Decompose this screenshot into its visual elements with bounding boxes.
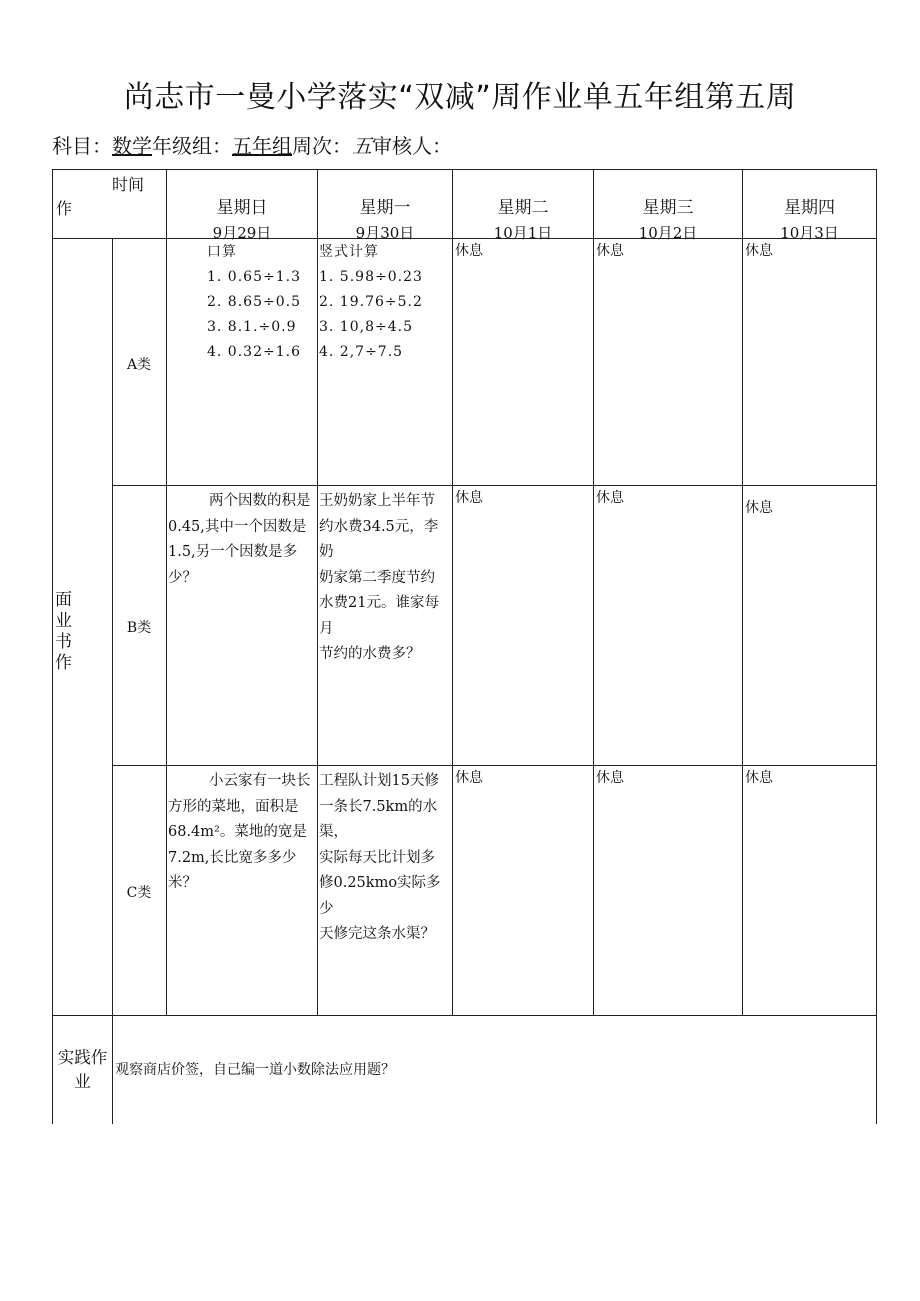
corner-work-label: 作 [56, 199, 73, 218]
list-item: 1. 5.98÷0.23 [319, 269, 423, 285]
reviewer-label: 审核人： [372, 134, 452, 158]
b-wednesday-rest: 休息 [596, 490, 624, 506]
day-date: 10月1日 [493, 224, 553, 242]
list-item: 2. 19.76÷5.2 [319, 294, 423, 310]
b-sunday-problem: 两个因数的积是 0.45,其中一个因数是 1.5,另一个因数是多 少？ [168, 493, 311, 586]
day-header-tuesday [453, 193, 593, 243]
day-header-wednesday [594, 193, 742, 243]
b-thursday-rest: 休息 [745, 500, 773, 516]
c-sunday-problem: 小云家有一块长 方形的菜地，面积是 68.4m²。菜地的宽是 7.2m,长比宽多多少 米？ [168, 773, 311, 891]
day-date: 10月3日 [780, 224, 839, 242]
written-homework-label: 面 业 书 作 [55, 590, 72, 673]
a-wednesday-rest: 休息 [596, 243, 624, 259]
category-b-label: B类 [126, 620, 152, 636]
list-item: 4. 2,7÷7.5 [319, 344, 404, 360]
practice-content: 观察商店价签，自己编一道小数除法应用题？ [115, 1062, 395, 1078]
list-item: 3. 8.1.÷0.9 [207, 319, 297, 335]
day-name: 星期一 [359, 198, 411, 218]
b-tuesday-rest: 休息 [455, 490, 483, 506]
a-thursday-rest: 休息 [745, 243, 773, 259]
list-heading: 竖式计算 [319, 244, 379, 260]
day-date: 9月29日 [212, 224, 272, 242]
page-title: 尚志市一曼小学落实“双减”周作业单五年组第五周 [123, 80, 797, 115]
a-sunday-oral-calc [207, 240, 301, 365]
c-tuesday-rest: 休息 [455, 770, 483, 786]
day-header-sunday [167, 193, 317, 243]
corner-time-label: 时间 [112, 175, 145, 194]
subject-value: 数学 [112, 134, 152, 158]
day-name: 星期四 [784, 198, 835, 218]
c-wednesday-rest: 休息 [596, 770, 624, 786]
c-monday-problem: 工程队计划15天修 一条长7.5km的水渠， 实际每天比计划多 修0.25kmo实际多少 天修完这条水渠？ [319, 773, 441, 942]
grade-value: 五年组 [232, 134, 292, 158]
category-a-label: A类 [126, 357, 152, 373]
week-label: 周次： [292, 134, 352, 158]
list-heading: 口算 [207, 244, 237, 260]
day-name: 星期三 [642, 198, 694, 218]
list-item: 4. 0.32÷1.6 [207, 344, 301, 360]
list-item: 2. 8.65÷0.5 [207, 294, 301, 310]
day-name: 星期二 [497, 198, 549, 218]
subject-label: 科目： [52, 134, 112, 158]
list-item: 3. 10,8÷4.5 [319, 319, 413, 335]
meta-line [52, 130, 452, 159]
grade-label: 年级组： [152, 134, 232, 158]
day-date: 9月30日 [355, 224, 415, 242]
a-monday-vertical-calc [319, 240, 423, 365]
day-date: 10月2日 [638, 224, 698, 242]
day-name: 星期日 [216, 198, 268, 218]
list-item: 1. 0.65÷1.3 [207, 269, 301, 285]
day-header-monday [318, 193, 452, 243]
week-value: 五 [352, 134, 372, 158]
b-monday-problem: 王奶奶家上半年节 约水费34.5元，李奶 奶家第二季度节约 水费21元。谁家每月 节约的水费多？ [319, 493, 439, 662]
practice-homework-label: 实践作 业 [57, 1048, 108, 1091]
day-header-thursday [743, 193, 876, 243]
c-thursday-rest: 休息 [745, 770, 773, 786]
category-c-label: C类 [126, 885, 152, 901]
a-tuesday-rest: 休息 [455, 243, 483, 259]
